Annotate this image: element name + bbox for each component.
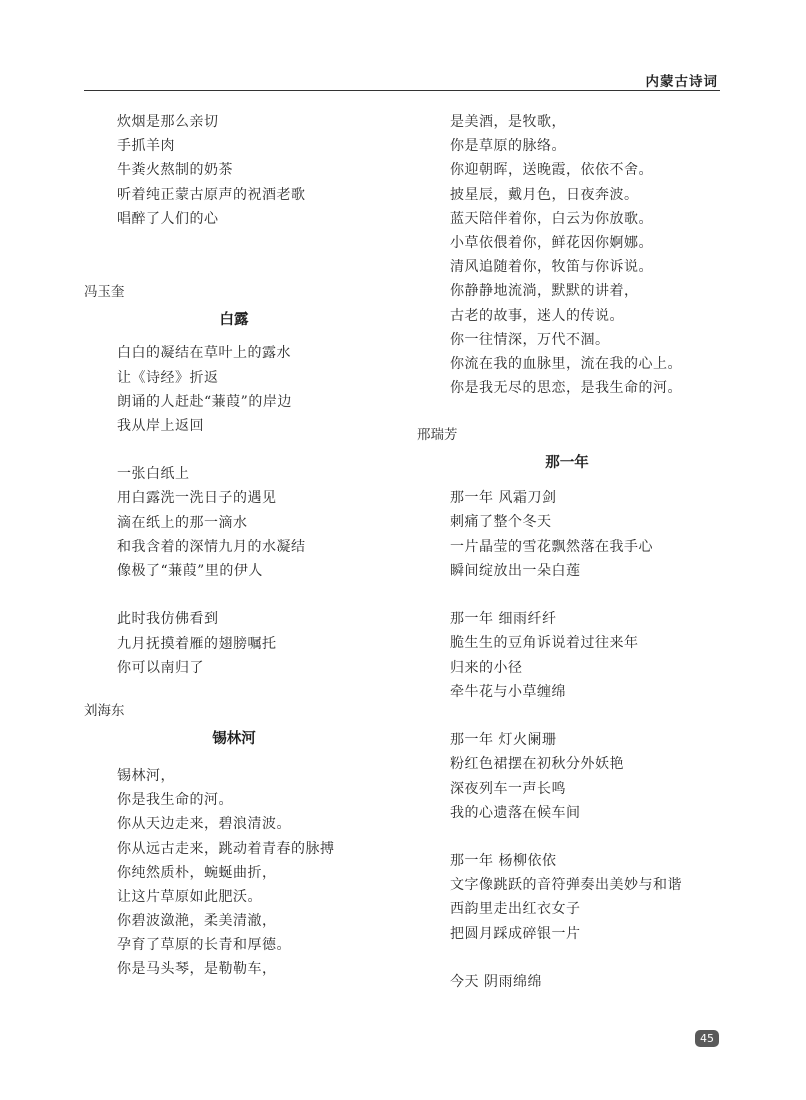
poem-line: 归来的小径 — [450, 659, 523, 676]
poem-line: 披星辰，戴月色，日夜奔波。 — [450, 186, 639, 203]
poem-line: 你流在我的血脉里，流在我的心上。 — [450, 355, 682, 372]
poem-line: 清风追随着你，牧笛与你诉说。 — [450, 259, 653, 276]
poem-line: 一张白纸上 — [117, 466, 190, 483]
right-column — [417, 110, 717, 994]
poem-line: 你是马头琴，是勒勒车， — [117, 961, 277, 978]
poem-line: 炊烟是那么亲切 — [117, 114, 219, 130]
poem-author: 邢瑞芳 — [417, 427, 458, 444]
poem-line: 古老的故事，迷人的传说。 — [450, 307, 624, 324]
poem-line: 是美酒，是牧歌， — [450, 114, 566, 130]
poem-line: 脆生生的豆角诉说着过往来年 — [450, 635, 639, 652]
poem-line: 牛粪火熬制的奶茶 — [117, 162, 233, 179]
poem-line: 你可以南归了 — [117, 659, 204, 676]
poem-line: 我的心遗落在候车间 — [450, 804, 581, 821]
poem-title: 那一年 — [545, 455, 589, 472]
header-divider — [84, 90, 720, 91]
poem-line: 深夜列车一声长鸣 — [450, 780, 566, 797]
poem-line: 锡林河， — [117, 767, 175, 784]
poem-line: 你是我无尽的思恋，是我生命的河。 — [450, 380, 682, 397]
poem-line: 今天 阴雨绵绵 — [450, 974, 542, 990]
left-column — [84, 110, 384, 982]
poem-line: 那一年 风霜刀剑 — [450, 490, 557, 507]
poem-line: 那一年 杨柳依依 — [450, 853, 557, 870]
poem-title: 白露 — [219, 312, 249, 329]
poem-line: 瞬间绽放出一朵白莲 — [450, 562, 581, 579]
page-number-badge: 45 — [695, 1030, 719, 1047]
poem-line: 你是我生命的河。 — [117, 792, 233, 809]
poem-line: 西韵里走出红衣女子 — [450, 901, 581, 918]
poem-line: 你从远古走来，跳动着青春的脉搏 — [117, 840, 335, 857]
poem-line: 蓝天陪伴着你，白云为你放歌。 — [450, 210, 653, 227]
poem-line: 让这片草原如此肥沃。 — [117, 888, 262, 905]
poem-line: 你是草原的脉络。 — [450, 138, 566, 155]
poem-line: 此时我仿佛看到 — [117, 611, 219, 628]
poem-line: 小草依偎着你，鲜花因你婀娜。 — [450, 234, 653, 251]
poem-line: 孕育了草原的长青和厚德。 — [117, 937, 291, 954]
poem-line: 手抓羊肉 — [117, 138, 175, 155]
poem-line: 朗诵的人赶赴“蒹葭”的岸边 — [117, 393, 292, 410]
poem-line: 你迎朝晖，送晚霞，依依不舍。 — [450, 162, 653, 179]
poem-line: 一片晶莹的雪花飘然落在我手心 — [450, 538, 653, 555]
poem-line: 粉红色裙摆在初秋分外妖艳 — [450, 756, 624, 773]
poem-line: 九月抚摸着雁的翅膀嘱托 — [117, 635, 277, 652]
poem-line: 你静静地流淌，默默的讲着， — [450, 283, 639, 300]
poem-line: 牵牛花与小草缠绵 — [450, 683, 566, 700]
poem-line: 和我含着的深情九月的水凝结 — [117, 538, 306, 555]
poem-line: 唱醉了人们的心 — [117, 210, 219, 227]
poem-line: 刺痛了整个冬天 — [450, 514, 552, 531]
poem-line: 让《诗经》折返 — [117, 369, 219, 386]
poem-line: 那一年 细雨纤纤 — [450, 611, 557, 628]
poem-line: 用白露洗一洗日子的遇见 — [117, 490, 277, 507]
poem-line: 我从岸上返回 — [117, 417, 204, 434]
poem-line: 那一年 灯火阑珊 — [450, 732, 557, 749]
poem-line: 你一往情深，万代不涸。 — [450, 331, 610, 348]
poem-line: 你从天边走来，碧浪清波。 — [117, 816, 291, 833]
poem-author: 冯玉奎 — [84, 284, 125, 301]
poem-line: 像极了“蒹葭”里的伊人 — [117, 563, 263, 579]
poem-line: 你纯然质朴，蜿蜒曲折， — [117, 864, 277, 881]
running-header-title: 内蒙古诗词 — [645, 74, 718, 90]
poem-line: 白白的凝结在草叶上的露水 — [117, 345, 291, 362]
poem-line: 滴在纸上的那一滴水 — [117, 514, 248, 531]
poem-line: 听着纯正蒙古原声的祝酒老歌 — [117, 186, 306, 203]
poem-line: 你碧波潋滟，柔美清澈， — [117, 913, 277, 930]
poem-line: 文字像跳跃的音符弹奏出美妙与和谐 — [450, 877, 682, 894]
poem-title: 锡林河 — [212, 730, 256, 747]
poem-line: 把圆月踩成碎银一片 — [450, 925, 581, 942]
poem-author: 刘海东 — [84, 702, 125, 719]
